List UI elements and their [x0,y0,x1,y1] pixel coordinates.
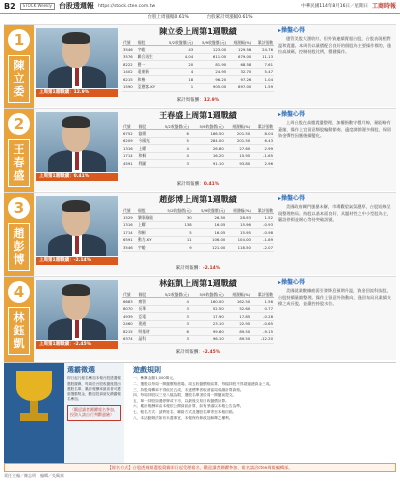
table-cell: 3576 [122,53,137,61]
table-cell: 1 [161,83,194,91]
table-cell: 建通 [137,320,155,328]
page-number: B2 [4,1,16,11]
column-header: 累計張數 [252,207,274,214]
trader-name: 林鈺凱 [8,307,30,355]
footer-label: 累計周報酬： [176,98,204,103]
table-row [122,221,274,229]
cumulative-return [122,182,274,187]
table-cell: 11 [159,236,193,244]
table-cell: 8.04 [251,130,274,138]
column-header: 5/9收盤價(元) [193,207,227,214]
rule-line: 一、參賽金額1,000萬元。 [133,376,177,381]
cumulative-return [122,98,274,103]
table-cell: -12.20 [251,335,274,343]
table-cell: 129.56 [227,46,252,54]
table-row [122,236,274,244]
table-row [122,298,274,306]
comment-title-text: 操盤心得 [281,111,306,118]
table-cell: 雍智 [137,298,155,306]
column-header: 5/2收盤價(元) [161,39,194,46]
table-cell: 6209 [122,137,137,145]
table-cell: 284.00 [190,137,225,145]
table-cell: 叡揚 [137,130,155,138]
trader-name: 陳立委 [8,55,30,103]
table-cell: 4 [161,68,194,76]
table-cell: 亞電 [137,313,155,321]
table-cell: 15.95 [226,229,252,237]
summary-line [0,15,400,23]
table-row [122,83,274,91]
table-row [122,335,274,343]
prize-title: 選霸徵選 [67,366,95,374]
table-cell: 611.00 [194,53,227,61]
footer-label: 累計周報酬： [175,266,203,271]
table-cell: 6374 [122,335,137,343]
column-header: 5/9收盤價(元) [194,39,227,46]
footer-value: -2.14% [202,266,221,271]
holdings-table [122,39,274,92]
table-cell: 91.10 [190,160,225,168]
trader-name: 趙彭博 [8,223,30,271]
trader-photo [36,280,118,340]
comment-panel [278,195,394,275]
prize-note: （觀迎讀者踴躍報名參加，投資人請自行判斷風險） [67,405,121,421]
table-row [122,53,274,61]
table-cell: 聯合再生 [137,53,161,61]
table-row [122,61,274,69]
table-cell: 1316 [122,221,137,229]
registration-notice: 【報名方式】台股透週報選股競賽即日起受理報名，歡迎讀者踴躍參加，報名請洽ctee周報編輯部。 [4,463,396,472]
table-cell: 1.56 [251,298,274,306]
table-cell: 8070 [122,305,137,313]
table-cell: 52.60 [225,305,251,313]
trader-entry [4,276,396,360]
table-cell: -0.28 [251,313,274,321]
table-cell: 2.96 [251,160,274,168]
table-cell: 16.05 [193,229,227,237]
table-cell: 1.04 [252,76,274,84]
weekly-gain-bar: 上周第1週戰績：12.9% [36,89,118,97]
table-row [122,46,274,54]
table-cell: 23.10 [190,320,225,328]
table-cell: 17.90 [190,313,225,321]
table-cell: 201.50 [225,130,251,138]
photo-tie [75,236,79,254]
table-cell: 123.00 [194,46,227,54]
column-header: 累計張數 [252,39,274,46]
footer-label: 累計周報酬： [175,350,203,355]
cumulative-return [122,266,274,271]
table-cell: 160.00 [190,298,225,306]
table-cell: 4 [155,298,190,306]
rules-panel [130,363,396,463]
table-cell: 1.59 [252,83,274,91]
table-row [122,229,274,237]
table-cell: 679.00 [227,53,252,61]
table-cell: 52.50 [190,305,225,313]
comment-text: 美國政府關門風暴未解，市場觀望氣氛濃厚，台股短線呈現整理格局。持股以基本面良好、具題材性之中小型股為主，嚴設停損並耐心等待突破訊號。 [278,204,392,223]
column-header: 週漲幅(%) [226,207,252,214]
table-cell: 6.43 [251,137,274,145]
table-cell: 905.00 [194,83,227,91]
table-cell: 22.95 [225,320,251,328]
table-cell: 上曜 [137,221,159,229]
bottom-section [4,362,396,462]
card-title: 林鈺凱上周第1週戰績 [159,279,237,288]
rule-line: 五、單一持股如遇停牌或下市，以最後交易日收盤價計算。 [133,398,229,403]
table-cell: 99.60 [190,328,225,336]
table-row [122,160,274,168]
table-cell: 5.47 [252,68,274,76]
column-header: 5/2收盤價(元) [155,123,190,130]
table-cell: 186.50 [190,130,225,138]
comment-text: 美國就業數據疲弱引發降息預期升溫，資金回流科技股，台股持續量縮整理。操作上留意外資動向，逢回布局具業績支撐之成長股，並嚴控持股水位。 [278,288,392,307]
table-row [122,214,274,222]
table-cell: 遠東新 [137,68,161,76]
table-cell: 201.50 [225,137,251,145]
table-cell: 3 [155,320,190,328]
photo-tie [75,320,79,338]
trader-name: 王春盛 [8,139,30,187]
table-cell: 今國光 [137,137,155,145]
issue-date: 中華民國114年8月16日／星期日 [301,3,368,9]
table-cell: 寶一 [137,61,161,69]
table-cell: 8215 [122,328,137,336]
rules-title: 遊戲規則 [133,366,161,374]
comment-panel [278,279,394,359]
table-cell: 11.13 [252,53,274,61]
table-cell: 4 [155,152,190,160]
table-cell: 26.50 [193,214,227,222]
table-cell: -1.89 [252,236,274,244]
table-cell: 明基材 [137,328,155,336]
table-cell: 15.95 [225,152,251,160]
table-row [122,305,274,313]
table-cell: 18 [161,76,194,84]
table-row [122,320,274,328]
comment-title-text: 操盤心得 [281,279,306,286]
brand-tag: STOCK Weekly [20,3,55,10]
trader-entry [4,192,396,275]
table-cell: 宇峻 [137,244,159,252]
table-cell: 宇峻 [137,46,161,54]
table-cell: 17.85 [225,313,251,321]
table-cell: 和桐 [137,229,159,237]
summary-right: 台股累計周漲幅0.61% [206,15,253,20]
table-cell: 6683 [122,298,137,306]
column-header: 個股 [137,123,155,130]
rule-line: 七、報名方式：請將姓名、聯絡方式及選股名單寄至本報信箱。 [133,409,237,414]
comment-text: 上周台股在高檔震盪整理，加權指數守穩月線，量能略有萎縮，操作上宜留意類股輪動節奏，適度調節漲多個股，保留資金彈性因應後續變化。 [278,120,392,139]
rule-line: 八、本活動辦法如有未盡事宜，本報保有修改及解釋之權利。 [133,415,233,420]
card-title: 趙彭博上周第1週戰績 [159,195,237,204]
table-cell: 1316 [122,145,137,153]
table-cell: 4939 [122,313,137,321]
holdings-table [122,123,274,168]
table-cell: -0.65 [251,320,274,328]
column-header: 週漲幅(%) [225,291,251,298]
card-title: 王春盛上周第1週戰績 [159,111,237,120]
column-header: 5/2收盤價(元) [159,207,193,214]
comment-panel [278,27,394,107]
column-header: 代號 [122,207,137,214]
table-cell: 6 [155,328,190,336]
table-cell: 26.80 [190,145,225,153]
trophy-panel [4,363,64,463]
photo-hair [62,284,90,296]
column-header: 個股 [137,39,161,46]
rank-sidebar [4,277,34,362]
column-header: 代號 [122,123,137,130]
table-cell: -1.65 [251,152,274,160]
table-cell: 96.10 [190,335,225,343]
summary-left: 台股上周漲幅0.61% [147,15,189,20]
table-cell: 118.50 [226,244,252,252]
prize-text: 即日起凡報名參加本報台股透週報選股競賽，每周於台股收盤後提出選股名單，累計報酬率最高者可獲頒選霸獎金，歡迎投資朋友踴躍報名參加。 [67,376,121,402]
table-row [122,152,274,160]
table-row [122,244,274,252]
table-cell: 和桐 [137,152,155,160]
table-cell: 4 [155,145,190,153]
rank-number: 4 [8,281,30,303]
weekly-gain-bar: 上周第1週戰績：0.41% [36,173,118,181]
table-cell: 利圖 [137,160,155,168]
comment-title-text: 操盤心得 [281,195,306,202]
table-cell: -0.93 [252,221,274,229]
table-cell: -9.15 [251,328,274,336]
comment-title: ▸操盤心得 [278,279,306,286]
trader-photo [36,112,118,172]
trophy-stem [30,401,38,413]
table-cell: 3 [155,335,190,343]
photo-tie [75,68,79,86]
rank-number: 3 [8,197,30,219]
comment-title-text: 操盤心得 [281,27,306,34]
holdings-table [122,291,274,344]
table-cell: 4591 [122,160,137,168]
table-cell: 897.00 [227,83,252,91]
rank-sidebar [4,109,34,194]
rank-number: 1 [8,29,30,51]
table-cell: 3 [155,305,190,313]
comment-panel [278,111,394,191]
photo-hair [62,116,90,128]
table-cell: 3 [155,313,190,321]
table-cell: 晶科 [137,335,155,343]
column-header: 週漲幅(%) [225,123,251,130]
table-row [122,313,274,321]
table-cell: 3546 [122,244,137,252]
table-cell: 6591 [122,236,137,244]
table-cell: 1590 [122,83,137,91]
table-cell: 1.52 [252,214,274,222]
table-cell: 6752 [122,130,137,138]
table-cell: 6215 [122,76,137,84]
table-cell: 24.76 [252,46,274,54]
table-cell: -2.07 [252,244,274,252]
table-cell: 96.20 [194,76,227,84]
rank-sidebar [4,25,34,110]
table-cell: 長華 [137,305,155,313]
prize-box [64,363,124,463]
page-header [0,0,400,14]
table-cell: 93.80 [225,160,251,168]
weekly-gain-bar: 上周第1週戰績：-2.14% [36,257,118,265]
table-cell: 亞德客-KY [137,83,161,91]
table-row [122,130,274,138]
table-row [122,68,274,76]
photo-tie [75,152,79,170]
table-cell: 4.04 [161,53,194,61]
trader-entry [4,108,396,191]
table-cell: 15.96 [226,221,252,229]
table-cell: -0.98 [252,229,274,237]
table-cell: 和椿 [137,76,161,84]
column-header: 5/2收盤價(元) [155,291,190,298]
table-cell: 樂事綠能 [137,214,159,222]
comment-title: ▸操盤心得 [278,111,306,118]
table-cell: 2.99 [251,145,274,153]
table-cell: 121.00 [193,244,227,252]
footer-value: -2.45% [202,350,221,355]
holdings-table [122,207,274,252]
table-cell: 1714 [122,229,137,237]
trophy-icon [16,371,52,401]
table-cell: 上曜 [137,145,155,153]
comment-title: ▸操盤心得 [278,195,306,202]
table-cell: 32.70 [227,68,252,76]
column-header: 個股 [137,207,159,214]
table-cell: 89.50 [225,328,251,336]
newspaper-logo: 工商時報 [371,2,396,10]
rule-line: 三、持股周轉率不得低於五成，未達標準者取消當周成績計算資格。 [133,387,244,392]
table-cell: 68.58 [227,61,252,69]
column-header: 5/9收盤價(元) [190,291,225,298]
table-cell: 43 [161,46,194,54]
table-cell: 1402 [122,68,137,76]
table-cell: 5 [155,137,190,145]
rank-sidebar [4,193,34,278]
weekly-gain-bar: 上周第1週戰績：-2.45% [36,341,118,349]
card-title: 陳立委上周第1週戰績 [159,27,237,36]
table-row [122,76,274,84]
table-cell: 104.00 [226,236,252,244]
table-cell: 97.26 [227,76,252,84]
trader-entry [4,24,396,107]
cumulative-return [122,350,274,355]
table-cell: 1714 [122,152,137,160]
column-header: 週漲幅(%) [227,39,252,46]
rank-number: 2 [8,113,30,135]
column-header: 5/9收盤價(元) [190,123,225,130]
site-url[interactable]: https://stock.ctee.com.tw [97,3,156,9]
photo-hair [62,32,90,44]
photo-hair [62,200,90,212]
table-cell: 8222 [122,61,137,69]
comment-title: ▸操盤心得 [278,27,306,34]
table-cell: 138 [159,221,193,229]
table-cell: 1529 [122,214,137,222]
table-cell: 28.93 [226,214,252,222]
rule-line: 四、每周持股以三至八檔為限，選股名單須於周一開盤前提交。 [133,393,237,398]
trophy-base [20,413,48,421]
table-cell: 20 [161,61,194,69]
table-cell: 動力-KY [137,236,159,244]
table-cell: 2460 [122,320,137,328]
table-cell: 7.61 [252,61,274,69]
column-header: 個股 [137,291,155,298]
column-header: 累計張數 [251,123,274,130]
table-cell: 89.50 [225,335,251,343]
trader-photo [36,28,118,88]
editor-credits: 責任主編／陳志明 編輯／吳佩真 [4,473,64,478]
section-title: 台股透週報 [58,2,94,11]
table-cell: 30 [159,214,193,222]
rule-line: 六、累計報酬率由本報依公開資訊計算，如有爭議以本報公告為準。 [133,404,244,409]
column-header: 代號 [122,291,137,298]
table-cell: 9 [159,244,193,252]
table-cell: 24.95 [194,68,227,76]
trader-photo [36,196,118,256]
table-cell: 0.77 [251,305,274,313]
table-cell: 3546 [122,46,137,54]
column-header: 代號 [122,39,137,46]
table-cell: 81.90 [194,61,227,69]
table-row [122,145,274,153]
table-cell: 3 [155,160,190,168]
table-row [122,328,274,336]
table-cell: 16.20 [190,152,225,160]
table-cell: 27.60 [225,145,251,153]
table-cell: 106.00 [193,236,227,244]
footer-label: 累計周報酬： [176,182,204,187]
table-cell: 6 [155,130,190,138]
table-cell: 16.05 [193,221,227,229]
footer-value: 0.41% [203,182,220,187]
footer-value: 12.9% [203,98,220,103]
table-cell: 162.50 [225,298,251,306]
column-header: 累計張數 [251,291,274,298]
comment-text: 儘管美股大漲收紅，但外資連續賣超台股，台股表現相對溫和震盪。本周仍以量價配合良好的個股為主要操作標的，逢拉高減碼，控制持股比例，穩健操作。 [278,36,392,55]
rule-line: 二、選股以每周一開盤價格進場，周五收盤價格結算，每檔持股不得超過總資金三成。 [133,381,274,386]
table-row [122,137,274,145]
table-cell: 5 [159,229,193,237]
